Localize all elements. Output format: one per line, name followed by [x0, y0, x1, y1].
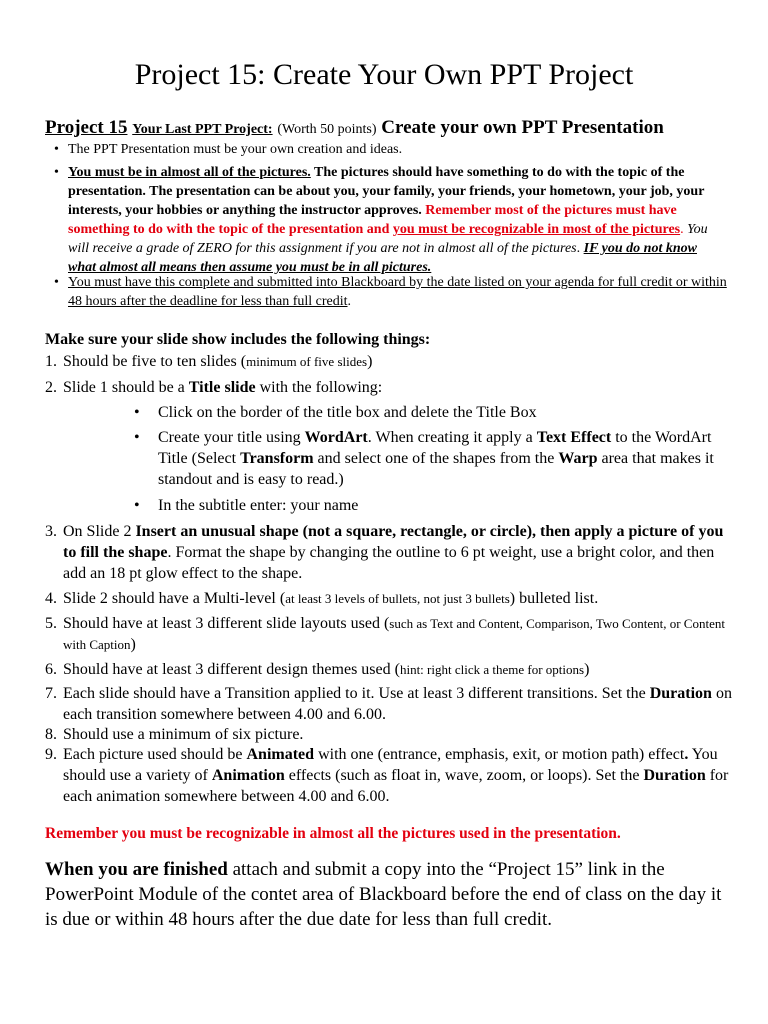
- item-text: at least 3 levels of bullets, not just 3 bullets: [285, 591, 510, 606]
- bullet-icon: •: [54, 142, 59, 157]
- item-text: hint: right click a theme for options: [399, 662, 585, 677]
- project-subtitle: Your Last PPT Project:: [132, 122, 273, 137]
- bullet-icon: •: [134, 497, 140, 514]
- item-text: on each transition somewhere between 4.00 and 6.00.: [63, 685, 732, 723]
- project-header: [45, 116, 745, 142]
- bullet-text: The PPT Presentation must be your own creation and ideas.: [68, 142, 403, 157]
- item-number: 8.: [45, 726, 57, 743]
- item-number: 1.: [45, 353, 57, 370]
- bullet-text: Remember most of the pictures must have something to do with the topic of the presentation and: [68, 203, 677, 237]
- bullet-text: .: [347, 294, 352, 309]
- page-title: Project 15: Create Your Own PPT Project: [134, 58, 634, 91]
- sub-item-text: to the WordArt Title (Select: [158, 429, 712, 467]
- item-text: with one (entrance, emphasis, exit, or motion path) effect: [314, 746, 685, 763]
- item-text: with the following:: [255, 379, 383, 396]
- item-text: You should use a variety of: [63, 746, 718, 784]
- item-number: 5.: [45, 615, 57, 632]
- item-text: Duration: [643, 767, 706, 784]
- item-text: Animated: [246, 746, 315, 763]
- item-text: such as Text and Content, Comparison, Two Content, or Content with Caption: [63, 616, 725, 652]
- intro-bullet-2: [54, 163, 728, 277]
- sub-item-text: Text Effect: [536, 429, 612, 446]
- item-number: 7.: [45, 685, 57, 702]
- remember-note: Remember you must be recognizable in almost all the pictures used in the presentation.: [45, 825, 621, 842]
- item-text: Slide 1 should be a: [63, 379, 189, 396]
- bullet-text: .: [680, 222, 688, 237]
- sub-item-2: [134, 427, 728, 490]
- list-item-3: [45, 521, 735, 584]
- sub-item-text: Click on the border of the title box and delete the Title Box: [158, 404, 537, 421]
- item-text: Should have at least 3 different design themes used (: [63, 661, 400, 678]
- item-number: 3.: [45, 523, 57, 540]
- item-text: ): [130, 636, 136, 653]
- item-text: Duration: [649, 685, 712, 702]
- item-text: Should have at least 3 different slide layouts used (: [63, 615, 390, 632]
- item-text: Each slide should have a Transition applied to it. Use at least 3 different transitions. Set the: [63, 685, 650, 702]
- item-text: Should use a minimum of six picture.: [63, 726, 304, 743]
- bullet-icon: •: [54, 275, 59, 290]
- intro-bullet-1: [54, 140, 728, 159]
- item-number: 6.: [45, 661, 57, 678]
- finish-paragraph: [45, 857, 735, 932]
- item-text: Each picture used should be: [63, 746, 247, 763]
- item-text: . Format the shape by changing the outline to 6 pt weight, use a bright color, and then add an 18 pt glow effect to the shape.: [63, 544, 715, 582]
- bullet-text: The pictures should have something to do with the topic of the presentation. The presentation can be about you, your family, your friends, your hometown, your job, your interests, your hobbies or anything the instructor approves.: [68, 165, 705, 218]
- requirements-heading: Make sure your slide show includes the following things:: [45, 331, 431, 348]
- bullet-icon: •: [54, 165, 59, 180]
- list-item-8: [45, 724, 735, 745]
- sub-item-text: Transform: [240, 450, 314, 467]
- sub-item-text: Warp: [558, 450, 598, 467]
- sub-item-1: [134, 402, 728, 423]
- intro-bullet-3: [54, 273, 728, 311]
- project-worth: (Worth 50 points): [277, 122, 377, 137]
- item-text: minimum of five slides: [246, 354, 368, 369]
- list-item-6: [45, 659, 735, 680]
- list-item-1: [45, 351, 735, 372]
- bullet-text: IF you do not know what almost all means then assume you must be in all pictures.: [68, 241, 697, 275]
- bullet-text: you must be recognizable in most of the pictures: [392, 222, 681, 237]
- sub-item-text: WordArt: [304, 429, 368, 446]
- list-item-9: [45, 744, 735, 807]
- item-text: .: [684, 746, 689, 763]
- item-text: On Slide 2: [63, 523, 136, 540]
- finish-bold: When you are finished: [45, 859, 228, 880]
- item-text: ): [584, 661, 590, 678]
- item-text: effects (such as float in, wave, zoom, or loops). Set the: [284, 767, 644, 784]
- bullet-icon: •: [134, 404, 140, 421]
- list-item-4: [45, 588, 735, 609]
- sub-item-text: area that makes it standout and is easy to read.): [158, 450, 714, 488]
- bullet-text: .: [576, 241, 584, 256]
- item-text: Slide 2 should have a Multi-level (: [63, 590, 286, 607]
- item-number: 4.: [45, 590, 57, 607]
- item-text: Insert an unusual shape (not a square, rectangle, or circle), then apply a picture of you to fill the shape: [63, 523, 724, 561]
- item-text: Should be five to ten slides (: [63, 353, 247, 370]
- list-item-2: [45, 377, 735, 398]
- sub-item-text: In the subtitle enter: your name: [158, 497, 359, 514]
- project-label: Project 15: [45, 117, 128, 138]
- list-item-7: [45, 683, 735, 725]
- project-create: Create your own PPT Presentation: [381, 117, 664, 138]
- item-text: Title slide: [188, 379, 256, 396]
- item-number: 2.: [45, 379, 57, 396]
- sub-item-text: and select one of the shapes from the: [313, 450, 559, 467]
- sub-item-3: [134, 495, 728, 516]
- item-text: for each animation somewhere between 4.00 and 6.00.: [63, 767, 729, 805]
- item-text: ): [367, 353, 373, 370]
- bullet-icon: •: [134, 429, 140, 446]
- sub-item-text: Create your title using: [158, 429, 305, 446]
- bullet-text: You will receive a grade of ZERO for this assignment if you are not in almost all of the pictures: [68, 222, 708, 256]
- sub-item-text: . When creating it apply a: [367, 429, 537, 446]
- list-item-5: [45, 613, 735, 655]
- item-text: ) bulleted list.: [509, 590, 599, 607]
- finish-text: attach and submit a copy into the “Project 15” link in the PowerPoint Module of the contet area of Blackboard before the end of class on the day it is due or within 48 hours after the due date for less than full credit.: [45, 859, 722, 930]
- item-text: Animation: [211, 767, 285, 784]
- bullet-text: You must have this complete and submitted into Blackboard by the date listed on your agenda for full credit or within 48 hours after the deadline for less than full credit: [68, 275, 727, 309]
- bullet-text: You must be in almost all of the pictures.: [68, 165, 311, 180]
- item-number: 9.: [45, 746, 57, 763]
